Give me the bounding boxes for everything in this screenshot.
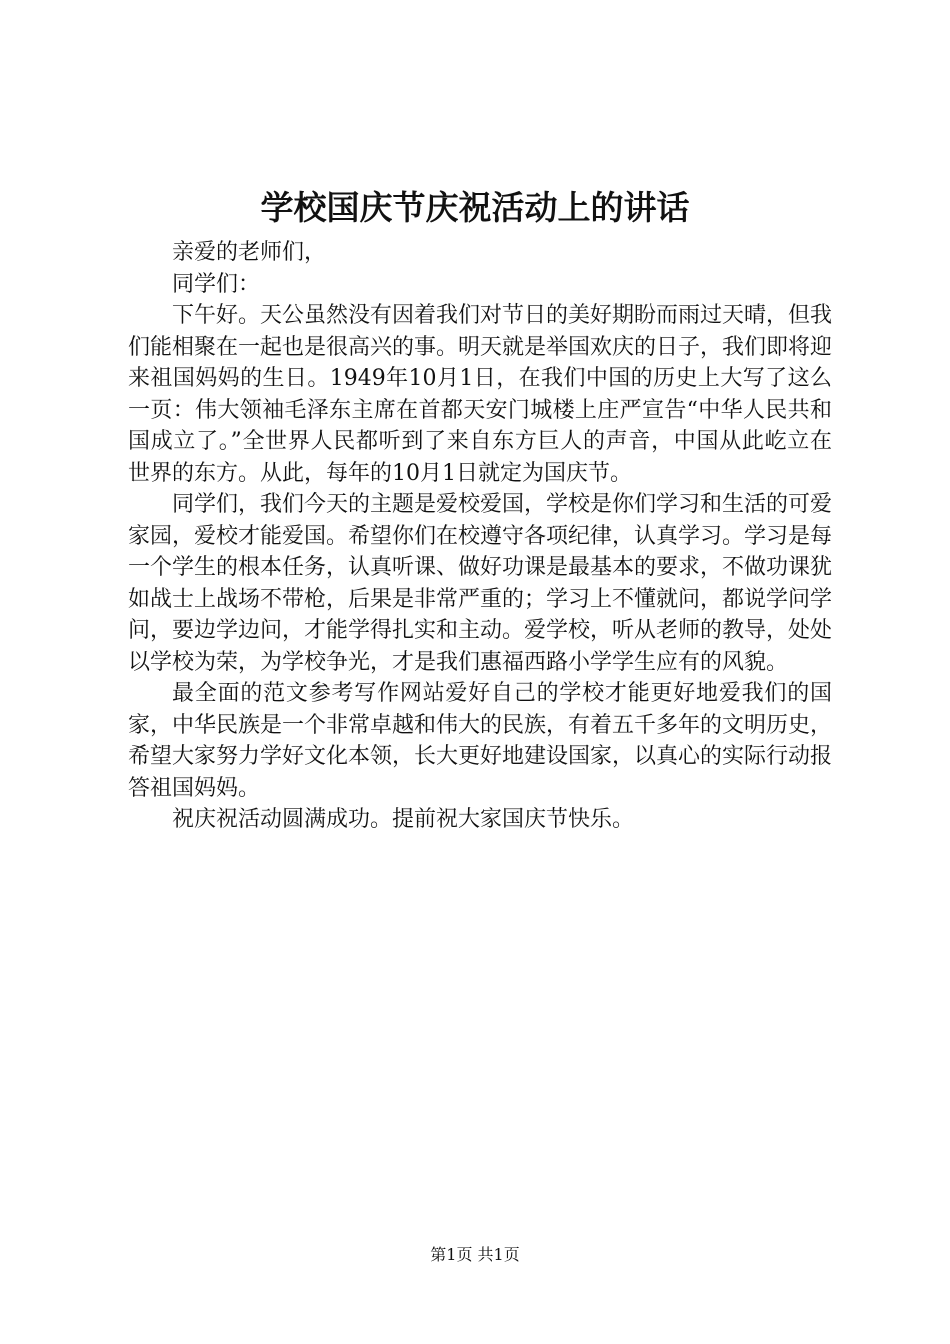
salutation-teachers: 亲爱的老师们， (172, 240, 327, 265)
paragraph-greeting: 下午好。天公虽然没有因着我们对节日的美好期盼而雨过天晴，但我们能相聚在一起也是很高兴的事。明天就是举国欢庆的日子，我们即将迎来祖国妈妈的生日。1949年10月1日，在我们中国的历史上大写了这么一页：伟大领袖毛泽东主席在首都天安门城楼上庄严宣告“中华人民共和国成立了。”全世界人民都听到了来自东方巨人的声音，中国从此屹立在世界的东方。从此，每年的10月1日就定为国庆节。 (128, 303, 833, 486)
document-title: 学校国庆节庆祝活动上的讲话 (260, 188, 690, 227)
paragraph-closing: 祝庆祝活动圆满成功。提前祝大家国庆节快乐。 (172, 807, 635, 832)
paragraph-love-country: 最全面的范文参考写作网站爱好自己的学校才能更好地爱我们的国家，中华民族是一个非常卓越和伟大的民族，有着五千多年的文明历史，希望大家努力学好文化本领，长大更好地建设国家，以真心的实际行动报答祖国妈妈。 (128, 681, 833, 801)
paragraph-love-school: 同学们，我们今天的主题是爱校爱国，学校是你们学习和生活的可爱家园，爱校才能爱国。希望你们在校遵守各项纪律，认真学习。学习是每一个学生的根本任务，认真听课、做好功课是最基本的要求，不做功课犹如战士上战场不带枪，后果是非常严重的；学习上不懂就问，都说学问学问，要边学边问，才能学得扎实和主动。爱学校，听从老师的教导，处处以学校为荣，为学校争光，才是我们惠福西路小学学生应有的风貌。 (128, 492, 833, 675)
page-footer: 第1页 共1页 (430, 1245, 520, 1264)
salutation-students: 同学们： (172, 271, 261, 297)
document-body (128, 237, 832, 836)
